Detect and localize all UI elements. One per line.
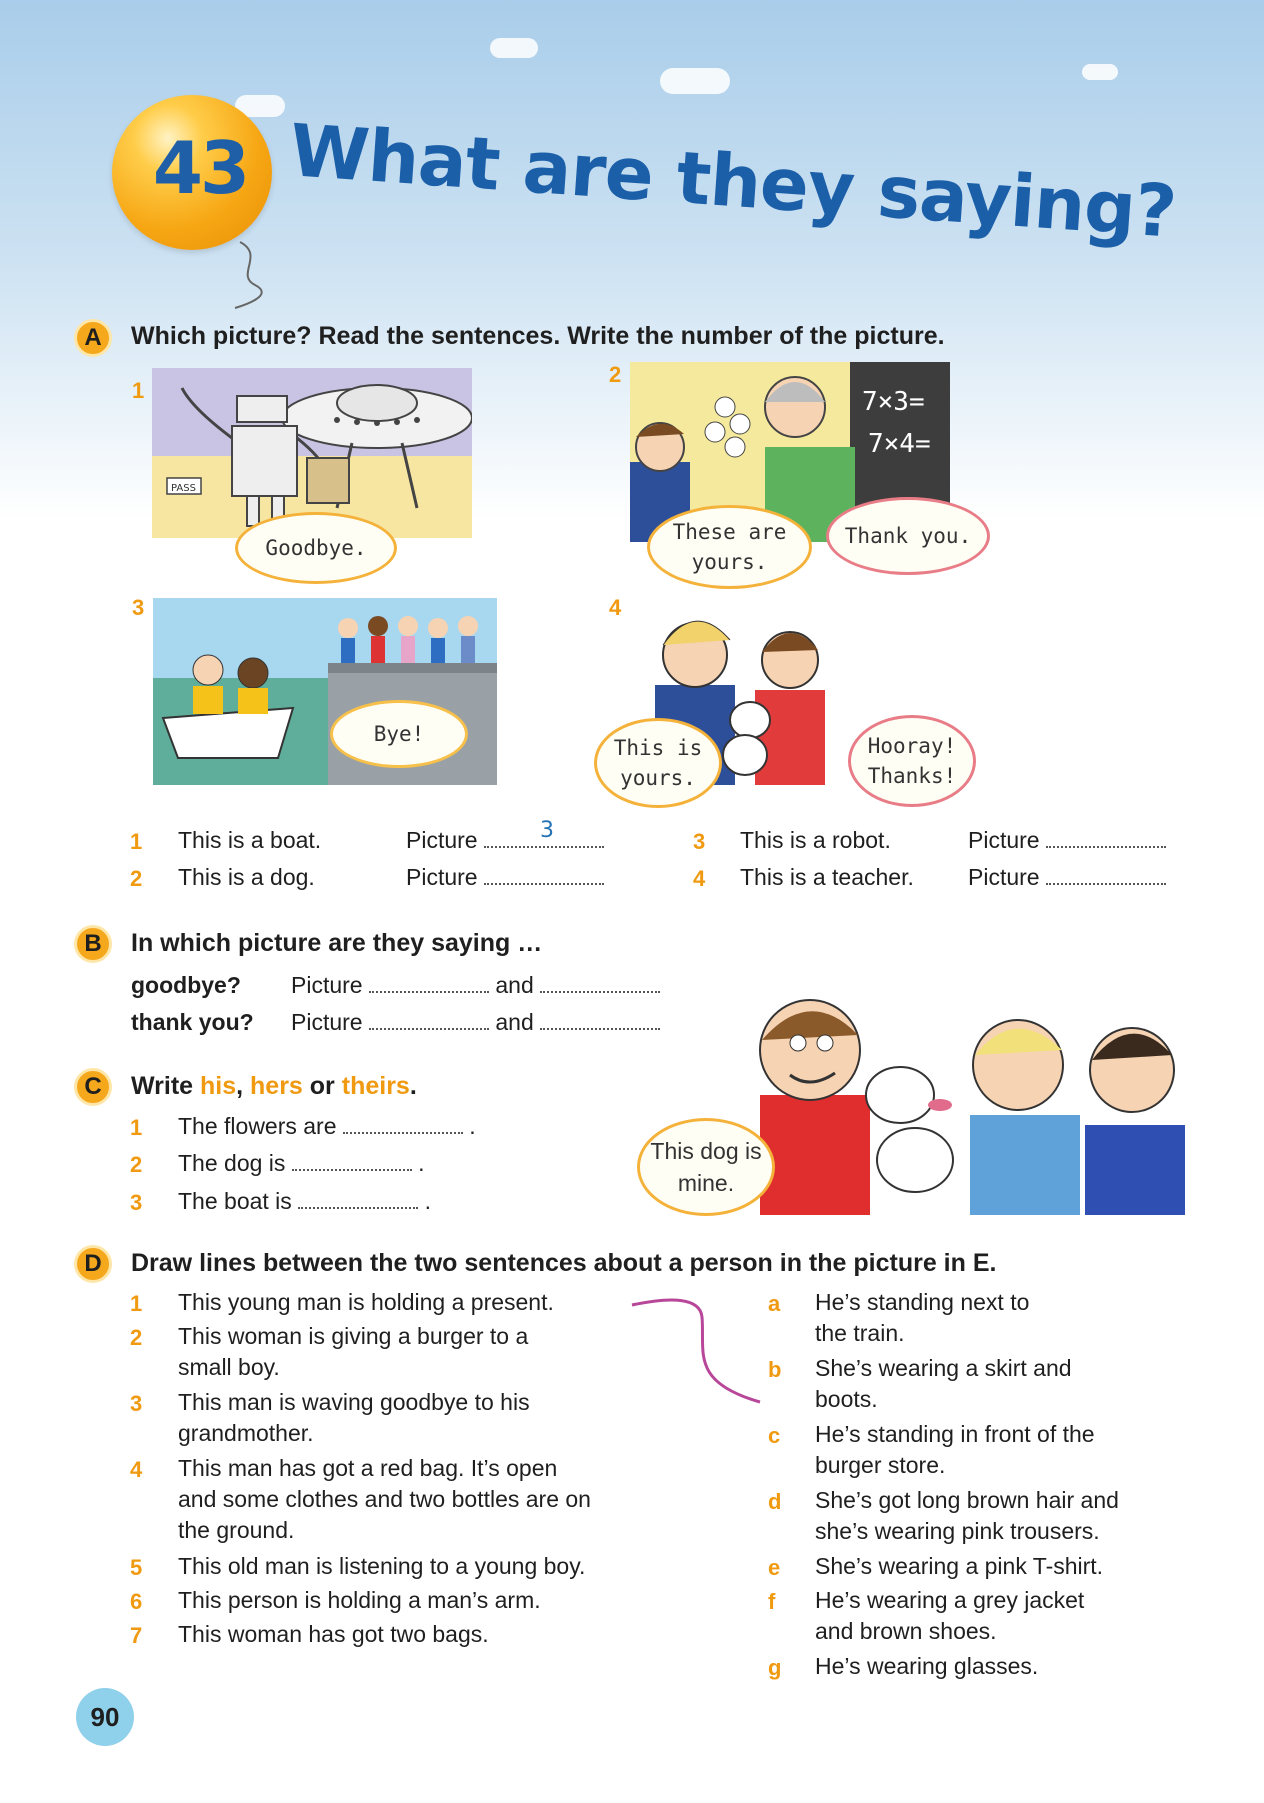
speech-bubble: This is yours. <box>594 718 722 808</box>
right-sentence: He’s wearing a grey jacket <box>815 1587 1085 1613</box>
picture-label: Picture <box>291 1009 363 1035</box>
answer-blank[interactable] <box>292 1149 412 1171</box>
keyword-theirs: theirs <box>341 1072 410 1100</box>
answer-blank[interactable] <box>484 818 604 848</box>
item-number: 1 <box>130 829 143 854</box>
item-text: This is a dog. <box>178 864 315 890</box>
item-sentence: The dog is <box>178 1150 286 1176</box>
left-sentence: This man is waving goodbye to his <box>178 1389 530 1415</box>
item-number: 4 <box>693 866 706 891</box>
picture-label: Picture <box>968 864 1040 890</box>
section-b-row <box>131 970 660 1001</box>
speech-bubble: This dog is mine. <box>637 1118 775 1216</box>
pass-sign: PASS <box>171 483 196 494</box>
left-sentence: the ground. <box>178 1517 295 1543</box>
keyword-his: his <box>200 1072 237 1100</box>
unit-number: 43 <box>152 126 248 210</box>
picture-answer-line <box>968 862 1166 893</box>
right-sentence: she’s wearing pink trousers. <box>815 1518 1100 1544</box>
item-letter: f <box>768 1589 776 1614</box>
heading-text: Write <box>131 1072 200 1100</box>
picture-answer-line <box>968 825 1166 856</box>
answer-blank[interactable] <box>1046 826 1166 848</box>
right-sentence: She’s got long brown hair and <box>815 1487 1119 1513</box>
item-number: 1 <box>130 1115 143 1140</box>
section-b-row <box>131 1007 660 1038</box>
item-letter: d <box>768 1489 782 1514</box>
left-sentence: This woman is giving a burger to a <box>178 1323 529 1349</box>
section-badge-c: C <box>74 1068 112 1106</box>
left-sentence: and some clothes and two bottles are on <box>178 1486 591 1512</box>
speech-bubble: Goodbye. <box>235 512 397 584</box>
answer-blank[interactable] <box>369 1008 489 1030</box>
picture-number: 4 <box>609 595 622 620</box>
page-title: What are they saying? <box>287 108 1179 254</box>
item-number: 5 <box>130 1555 143 1580</box>
heading-text: . <box>409 1072 417 1100</box>
left-sentence: This person is holding a man’s arm. <box>178 1587 541 1613</box>
row-label: goodbye? <box>131 972 241 998</box>
section-badge-a: A <box>74 319 112 357</box>
cloud <box>490 38 538 58</box>
right-sentence: boots. <box>815 1386 878 1412</box>
picture-label: Picture <box>291 972 363 998</box>
right-sentence: He’s standing next to <box>815 1289 1030 1315</box>
keyword-hers: hers <box>250 1072 303 1100</box>
item-number: 2 <box>130 866 143 891</box>
answer-blank[interactable] <box>343 1112 463 1134</box>
left-sentence: small boy. <box>178 1354 280 1380</box>
handwritten-answer: 3 <box>539 818 554 843</box>
item-text: The flowers are . <box>178 1113 476 1139</box>
picture-label: Picture <box>406 827 478 853</box>
right-sentence: She’s wearing a pink T-shirt. <box>815 1553 1104 1579</box>
item-text: This is a teacher. <box>740 864 914 890</box>
heading-text: , <box>236 1072 251 1100</box>
picture-number: 3 <box>132 595 145 620</box>
row-label: thank you? <box>131 1009 254 1035</box>
answer-blank[interactable] <box>369 971 489 993</box>
boys-dog-picture <box>740 985 1190 1215</box>
item-letter: e <box>768 1555 781 1580</box>
item-letter: g <box>768 1655 782 1680</box>
right-sentence: and brown shoes. <box>815 1618 997 1644</box>
item-number: 2 <box>130 1152 143 1177</box>
left-sentence: This man has got a red bag. It’s open <box>178 1455 558 1481</box>
speech-bubble: Bye! <box>330 700 468 768</box>
picture-label: Picture <box>968 827 1040 853</box>
matching-line <box>630 1292 765 1412</box>
answer-blank[interactable] <box>540 1008 660 1030</box>
item-letter: a <box>768 1291 781 1316</box>
section-badge-b: B <box>74 925 112 963</box>
item-number: 3 <box>130 1190 143 1215</box>
right-sentence: the train. <box>815 1320 905 1346</box>
picture-number: 2 <box>609 362 622 387</box>
picture-number: 1 <box>132 378 145 403</box>
cloud <box>1082 64 1118 80</box>
item-sentence: The flowers are <box>178 1113 337 1139</box>
page-number: 90 <box>76 1688 134 1746</box>
section-d-heading: Draw lines between the two sentences about a person in the picture in E. <box>131 1249 997 1277</box>
right-sentence: He’s wearing glasses. <box>815 1653 1039 1679</box>
item-text: The boat is . <box>178 1188 431 1214</box>
left-sentence: grandmother. <box>178 1420 314 1446</box>
item-number: 3 <box>693 829 706 854</box>
right-sentence: She’s wearing a skirt and <box>815 1355 1072 1381</box>
speech-bubble: Thank you. <box>826 497 990 575</box>
picture-label: Picture <box>406 864 478 890</box>
left-sentence: This woman has got two bags. <box>178 1621 489 1647</box>
item-number: 7 <box>130 1623 143 1648</box>
item-number: 3 <box>130 1391 143 1416</box>
section-b-heading: In which picture are they saying … <box>131 929 543 957</box>
speech-bubble: Hooray! Thanks! <box>848 715 976 807</box>
left-sentence: This old man is listening to a young boy. <box>178 1553 586 1579</box>
section-a-heading: Which picture? Read the sentences. Write the number of the picture. <box>131 322 945 350</box>
cloud <box>660 68 730 94</box>
heading-text: or <box>302 1072 342 1100</box>
item-text: This is a boat. <box>178 827 322 853</box>
answer-blank[interactable] <box>484 863 604 885</box>
balloon-string <box>225 240 275 310</box>
right-sentence: burger store. <box>815 1452 946 1478</box>
item-letter: b <box>768 1357 782 1382</box>
answer-blank[interactable] <box>540 971 660 993</box>
picture-answer-line <box>406 862 604 893</box>
section-c-heading <box>131 1072 417 1101</box>
and-label: and <box>495 972 534 998</box>
item-number: 2 <box>130 1325 143 1350</box>
item-text: This is a robot. <box>740 827 891 853</box>
picture-answer-line <box>406 818 604 856</box>
answer-blank[interactable] <box>298 1187 418 1209</box>
left-sentence: This young man is holding a present. <box>178 1289 554 1315</box>
item-letter: c <box>768 1423 781 1448</box>
section-badge-d: D <box>74 1245 112 1283</box>
item-number: 4 <box>130 1457 143 1482</box>
item-sentence: The boat is <box>178 1188 292 1214</box>
and-label: and <box>495 1009 534 1035</box>
right-sentence: He’s standing in front of the <box>815 1421 1095 1447</box>
speech-bubble: These are yours. <box>647 505 812 589</box>
item-text: The dog is . <box>178 1150 425 1176</box>
board-text: 7×4= <box>868 429 931 459</box>
answer-blank[interactable] <box>1046 863 1166 885</box>
item-number: 1 <box>130 1291 143 1316</box>
board-text: 7×3= <box>862 387 925 417</box>
item-number: 6 <box>130 1589 143 1614</box>
